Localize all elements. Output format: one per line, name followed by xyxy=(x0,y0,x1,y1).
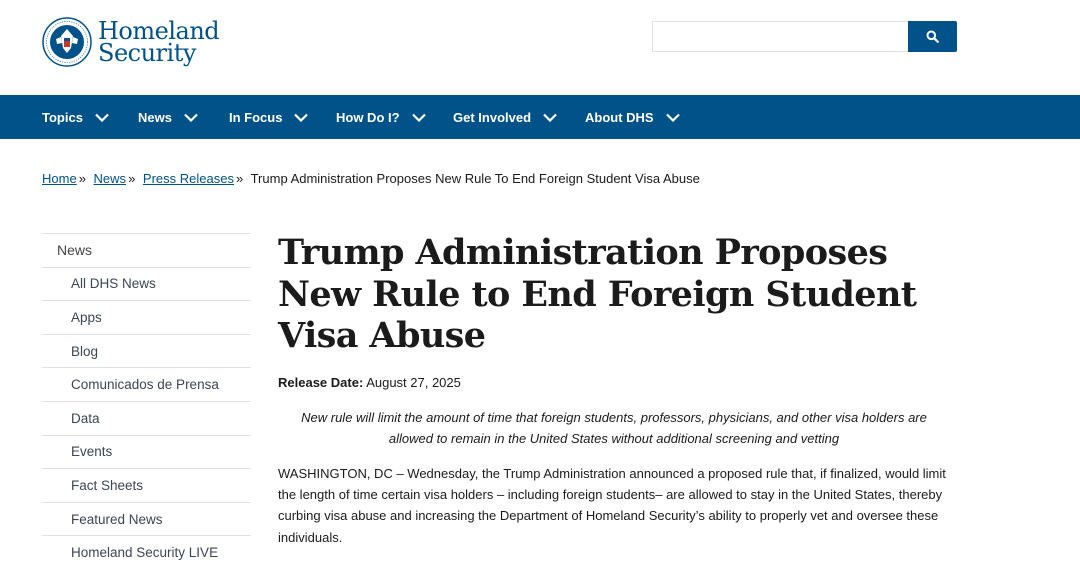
nav-label: In Focus xyxy=(229,109,283,125)
breadcrumb-separator: » xyxy=(78,171,86,186)
chevron-down-icon xyxy=(95,113,109,122)
release-date-label: Release Date: xyxy=(278,374,364,390)
nav-label: About DHS xyxy=(585,109,654,125)
sidebar-item-all-dhs-news[interactable]: All DHS News xyxy=(42,267,251,301)
sidebar-nav xyxy=(42,233,251,569)
page-title: Trump Administration Proposes New Rule to End Foreign Student Visa Abuse xyxy=(278,232,917,356)
chevron-down-icon xyxy=(184,113,198,122)
nav-about-dhs[interactable] xyxy=(585,95,680,139)
search-input[interactable] xyxy=(652,21,908,52)
sidebar-item-comunicados[interactable]: Comunicados de Prensa xyxy=(42,367,251,401)
nav-in-focus[interactable] xyxy=(229,95,308,139)
breadcrumb-current: Trump Administration Proposes New Rule To End Foreign Student Visa Abuse xyxy=(250,171,700,186)
nav-topics[interactable] xyxy=(42,95,109,139)
chevron-down-icon xyxy=(294,113,308,122)
nav-get-involved[interactable] xyxy=(453,95,557,139)
sidebar-item-events[interactable]: Events xyxy=(42,435,251,469)
sidebar-item-blog[interactable]: Blog xyxy=(42,334,251,368)
breadcrumb-home-link[interactable]: Home xyxy=(42,171,77,186)
logo-wordmark xyxy=(98,17,220,67)
breadcrumb-news-link[interactable]: News xyxy=(93,171,127,186)
search-button[interactable] xyxy=(908,21,957,52)
release-date xyxy=(278,375,950,390)
sidebar-item-data[interactable]: Data xyxy=(42,401,251,435)
breadcrumb-press-releases-link[interactable]: Press Releases xyxy=(142,171,234,186)
article-subtitle: New rule will limit the amount of time that foreign students, professors, physicians, and other visa holders are allowed to remain in the United States without additional screening and vetting xyxy=(301,409,927,446)
nav-news[interactable] xyxy=(138,95,198,139)
article xyxy=(278,232,950,548)
breadcrumb xyxy=(42,171,700,186)
nav-label: Topics xyxy=(42,109,83,125)
nav-label: News xyxy=(138,109,172,125)
sidebar-item-homeland-security-live[interactable]: Homeland Security LIVE xyxy=(42,535,251,569)
chevron-down-icon xyxy=(666,113,680,122)
sidebar-item-fact-sheets[interactable]: Fact Sheets xyxy=(42,468,251,502)
nav-label: Get Involved xyxy=(453,109,532,125)
nav-label: How Do I? xyxy=(336,109,400,125)
article-body-paragraph: WASHINGTON, DC – Wednesday, the Trump Administration announced a proposed rule that, if finalized, would limit the length of time certain visa holders – including foreign students– are allowed to stay in the United States, thereby curbing visa abuse and increasing the Department of Homeland Security’s ability to properly vet and oversee these individuals. xyxy=(278,465,946,545)
sidebar-item-apps[interactable]: Apps xyxy=(42,300,251,334)
logo-line-1: Homeland xyxy=(98,17,220,45)
dhs-seal-icon xyxy=(42,17,92,67)
breadcrumb-separator: » xyxy=(128,171,136,186)
sidebar-item-featured-news[interactable]: Featured News xyxy=(42,502,251,536)
main-nav xyxy=(0,95,1080,139)
search-icon xyxy=(926,30,939,43)
sidebar-item-news[interactable]: News xyxy=(42,233,251,267)
dhs-logo[interactable] xyxy=(42,17,219,67)
release-date-value: August 27, 2025 xyxy=(366,374,461,390)
site-header xyxy=(0,0,1080,95)
logo-line-2: Security xyxy=(98,39,196,67)
chevron-down-icon xyxy=(543,113,557,122)
chevron-down-icon xyxy=(412,113,426,122)
nav-how-do-i[interactable] xyxy=(336,95,426,139)
breadcrumb-separator: » xyxy=(235,171,244,186)
